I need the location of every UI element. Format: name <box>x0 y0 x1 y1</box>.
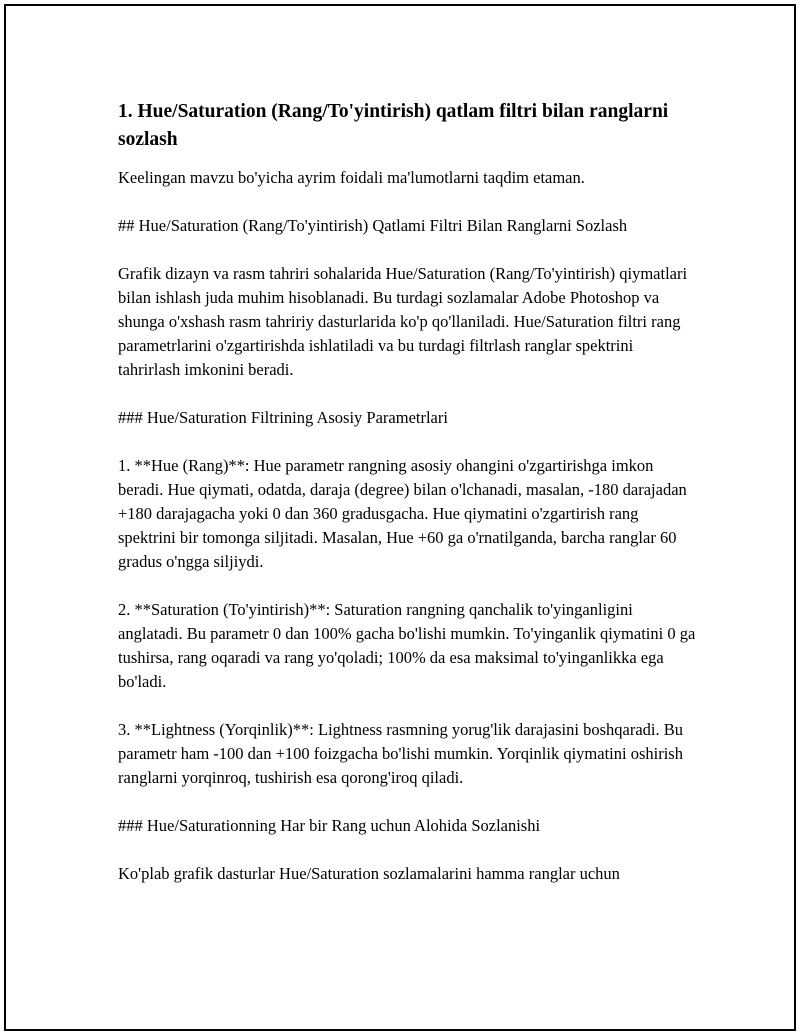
document-body <box>118 98 698 910</box>
paragraph-continued: Ko'plab grafik dasturlar Hue/Saturation sozlamalarini hamma ranglar uchun <box>118 864 620 883</box>
paragraph-overview: Grafik dizayn va rasm tahriri sohalarida Hue/Saturation (Rang/To'yintirish) qiymatlari bilan ishlash juda muhim hisoblanadi. Bu turdagi sozlamalar Adobe Photoshop va shunga o'xshash rasm tahririy dasturlarida ko'p qo'llaniladi. Hue/Saturation filtri rang parametrlarini o'zgartirishda ishlatiladi va bu turdagi filtrlash ranglar spektrini tahrirlash imkonini beradi. <box>118 264 688 379</box>
paragraph-lightness: 3. **Lightness (Yorqinlik)**: Lightness rasmning yorug'lik darajasini boshqaradi. Bu parametr ham -100 dan +100 foizgacha bo'lishi mumkin. Yorqinlik qiymatini oshirish ranglarni yorqinroq, tushirish esa qorong'iroq qiladi. <box>118 720 683 787</box>
page <box>4 4 796 1031</box>
paragraph-intro: Keelingan mavzu bo'yicha ayrim foidali ma'lumotlarni taqdim etaman. <box>118 168 585 187</box>
paragraph-subsection-title: ### Hue/Saturation Filtrining Asosiy Parametrlari <box>118 408 448 427</box>
document-heading: 1. Hue/Saturation (Rang/To'yintirish) qatlam filtri bilan ranglarni sozlash <box>118 101 669 150</box>
paragraph-saturation: 2. **Saturation (To'yintirish)**: Saturation rangning qanchalik to'yinganligini anglatadi. Bu parametr 0 dan 100% gacha bo'lishi mumkin. To'yinganlik qiymatini 0 ga tushirsa, rang oqaradi va rang yo'qoladi; 100% da esa maksimal to'yinganlikka ega bo'ladi. <box>118 600 696 691</box>
paragraph-section-title: ## Hue/Saturation (Rang/To'yintirish) Qatlami Filtri Bilan Ranglarni Sozlash <box>118 216 628 235</box>
paragraph-per-color-title: ### Hue/Saturationning Har bir Rang uchun Alohida Sozlanishi <box>118 816 541 835</box>
paragraph-hue: 1. **Hue (Rang)**: Hue parametr rangning asosiy ohangini o'zgartirishga imkon beradi. Hue qiymati, odatda, daraja (degree) bilan o'lchanadi, masalan, -180 darajadan +180 darajagacha yoki 0 dan 360 gradusgacha. Hue qiymatini o'zgartirish rang spektrini bir tomonga siljitadi. Masalan, Hue +60 ga o'rnatilganda, barcha ranglar 60 gradus o'ngga siljiydi. <box>118 456 687 571</box>
